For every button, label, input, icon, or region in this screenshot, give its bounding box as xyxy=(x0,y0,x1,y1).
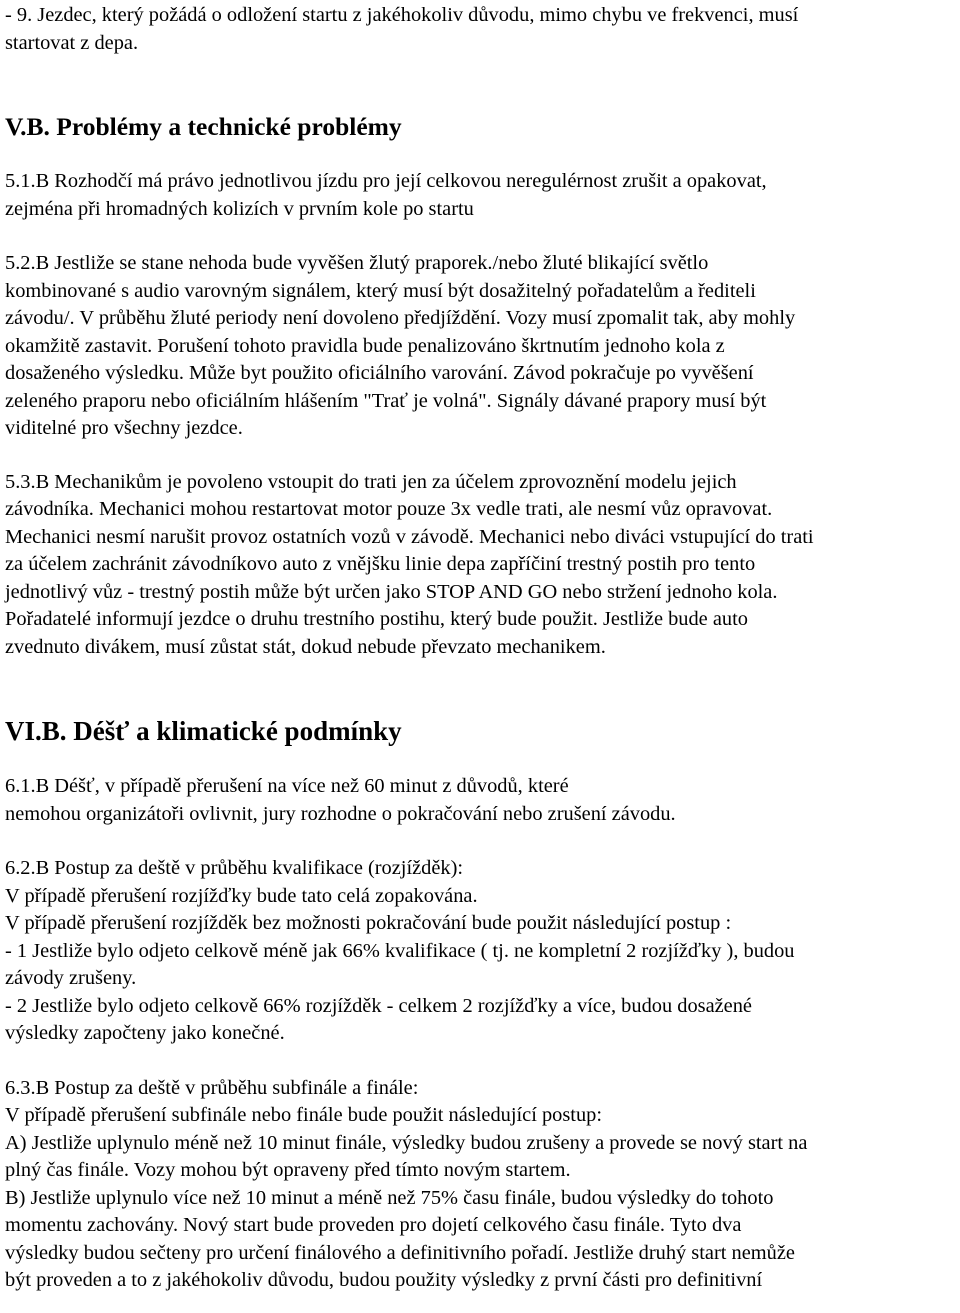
text-line: V případě přerušení rozjížděk bez možnosti pokračování bude použit následující postup : xyxy=(5,912,732,934)
text-line: V případě přerušení subfinále nebo finále bude použit následující postup: xyxy=(5,1104,603,1126)
text-line: Mechanici nesmí narušit provoz ostatních vozů v závodě. Mechanici nebo diváci vstupující do trati xyxy=(5,525,814,548)
text-line: momentu zachovány. Nový start bude proveden pro dojetí celkového času finále. Tyto dva xyxy=(5,1214,742,1236)
section-heading-VB: V.B. Problémy a technické problémy xyxy=(5,112,402,141)
text-line: zeleného praporu nebo oficiálním hlášením "Trať je volná". Signály dávané prapory musí být xyxy=(5,389,767,412)
rule-6-3 xyxy=(5,1075,955,1295)
text-line: 5.2.B Jestliže se stane nehoda bude vyvěšen žlutý praporek./nebo žluté blikající světlo xyxy=(5,252,709,274)
text-line: V případě přerušení rozjížďky bude tato celá zopakována. xyxy=(5,884,478,907)
rule-item-9 xyxy=(5,2,955,57)
text-line: závody zrušeny. xyxy=(5,967,137,989)
text-line: 5.1.B Rozhodčí má právo jednotlivou jízdu pro její celkovou neregulérnost zrušit a opakovat, xyxy=(5,170,767,192)
text-line: jednotlivý vůz - trestný postih může být určen jako STOP AND GO nebo stržení jednoho kola. xyxy=(5,580,778,603)
rule-6-1 xyxy=(5,773,955,828)
text-line: výsledky budou sečteny pro určení finálového a definitivního pořadí. Jestliže druhý start nemůže xyxy=(5,1241,795,1264)
text-line: - 2 Jestliže bylo odjeto celkově 66% rozjížděk - celkem 2 rozjížďky a více, budou dosažené xyxy=(5,994,752,1017)
text-line: A) Jestliže uplynulo méně než 10 minut finále, výsledky budou zrušeny a provede se nový start na xyxy=(5,1131,808,1154)
text-line: 6.3.B Postup za deště v průběhu subfinále a finále: xyxy=(5,1076,419,1099)
rule-6-2 xyxy=(5,855,955,1048)
document-page xyxy=(5,0,955,1295)
text-line: závodu/. V průběhu žluté periody není dovoleno předjíždění. Vozy musí zpomalit tak, aby mohly xyxy=(5,307,796,329)
text-line: viditelné pro všechny jezdce. xyxy=(5,417,243,439)
text-line: za účelem zachránit závodníkovo auto z vnějšku linie depa zapříčiní trestný postih pro tento xyxy=(5,553,756,575)
text-line: výsledky započteny jako konečné. xyxy=(5,1022,285,1044)
rule-5-2 xyxy=(5,250,955,443)
text-line: 6.2.B Postup za deště v průběhu kvalifikace (rozjížděk): xyxy=(5,857,464,879)
text-line: plný čas finále. Vozy mohou být opraveny před tímto novým startem. xyxy=(5,1159,571,1181)
text-line: okamžitě zastavit. Porušení tohoto pravidla bude penalizováno škrtnutím jednoho kola z xyxy=(5,334,725,357)
text-line: 5.3.B Mechanikům je povoleno vstoupit do trati jen za účelem zprovoznění modelu jejich xyxy=(5,470,737,493)
text-line: kombinované s audio varovným signálem, který musí být dosažitelný pořadatelům a řediteli xyxy=(5,279,756,302)
rule-5-1 xyxy=(5,168,955,223)
text-line: - 9. Jezdec, který požádá o odložení startu z jakéhokoliv důvodu, mimo chybu ve frekvenci, musí xyxy=(5,4,799,26)
text-line: zvednuto divákem, musí zůstat stát, dokud nebude převzato mechanikem. xyxy=(5,635,606,658)
rule-5-3 xyxy=(5,469,955,662)
text-line: 6.1.B Déšť, v případě přerušení na více než 60 minut z důvodů, které xyxy=(5,775,569,797)
text-line: zejména při hromadných kolizích v prvním kole po startu xyxy=(5,197,474,220)
text-line: B) Jestliže uplynulo více než 10 minut a méně než 75% času finále, budou výsledky do tohoto xyxy=(5,1186,774,1209)
text-line: nemohou organizátoři ovlivnit, jury rozhodne o pokračování nebo zrušení závodu. xyxy=(5,802,676,825)
text-line: závodníka. Mechanici mohou restartovat motor pouze 3x vedle trati, ale nesmí vůz opravovat. xyxy=(5,498,773,520)
text-line: dosaženého výsledku. Může byt použito oficiálního varování. Závod pokračuje po vyvěšení xyxy=(5,362,754,384)
text-line: Pořadatelé informují jezdce o druhu trestního postihu, který bude použit. Jestliže bude auto xyxy=(5,608,748,630)
text-line: startovat z depa. xyxy=(5,31,139,54)
text-line: - 1 Jestliže bylo odjeto celkově méně jak 66% kvalifikace ( tj. ne kompletní 2 rozjížďky ), budou xyxy=(5,939,795,962)
text-line: být proveden a to z jakéhokoliv důvodu, budou použity výsledky z první části pro definitivní xyxy=(5,1269,763,1291)
section-heading-VIB: VI.B. Déšť a klimatické podmínky xyxy=(5,716,402,746)
